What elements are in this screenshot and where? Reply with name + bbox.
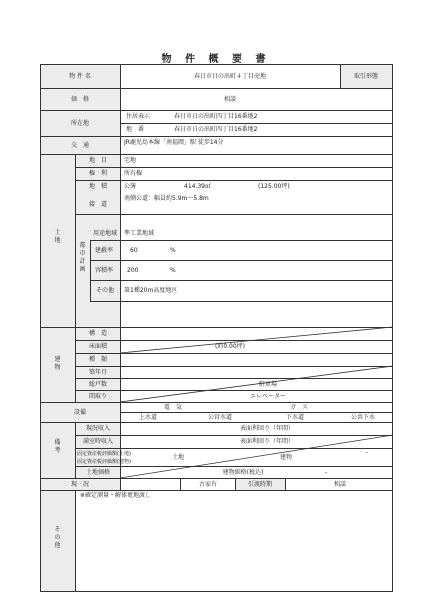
coverage-label: 建蔽率 [95, 247, 114, 254]
water-label: 上水道 [138, 414, 158, 421]
tax-dash: - [366, 449, 369, 456]
zoning-label: 用途地域 [93, 230, 118, 237]
floor-area-label: 床面積 [88, 343, 108, 350]
building-price-value: - [325, 469, 328, 476]
handover-value: 相談 [333, 481, 347, 488]
address-value: 春日市日の出町四丁目16番地2 [174, 113, 258, 120]
far-label: 容積率 [95, 267, 114, 274]
lot-value: 春日市日の出町四丁目16番地2 [174, 126, 258, 133]
other-regulation-label: その他 [96, 287, 115, 294]
current-income-label: 現況収入 [85, 425, 111, 432]
land-section-label: 土地 [54, 229, 61, 244]
elevator-label: エレベーター [249, 393, 287, 400]
structure-label: 構 造 [88, 330, 108, 337]
land-price-value: - [156, 469, 159, 476]
building-section-label: 建物 [54, 356, 61, 371]
transport-value: JR鹿児島本線「南福岡」駅 徒歩14分 [124, 139, 224, 146]
coverage-unit: % [170, 247, 176, 254]
price-value: 相談 [223, 96, 237, 103]
electric-label: 電 気 [163, 404, 183, 411]
road-label: 接 道 [88, 201, 108, 208]
zoning-value: 準工業地域 [124, 230, 155, 237]
far-unit: % [170, 267, 176, 274]
property-summary-table [40, 64, 393, 592]
city-planning-label: 都市計画 [79, 242, 86, 273]
transaction-mode-label: 取引形態 [353, 73, 379, 80]
land-area-tsubo: (125.00坪) [258, 183, 290, 190]
land-category-value: 宅地 [124, 157, 137, 164]
land-category-label: 地 目 [88, 157, 108, 164]
status-label: 現 況 [70, 481, 90, 488]
parking-label: 駐車場 [258, 381, 278, 388]
address-label: 住居表示 [126, 113, 151, 120]
building-type-label: 種 類 [88, 356, 108, 363]
water-type: 公営水道 [207, 414, 233, 421]
price-label: 価 格 [70, 96, 90, 103]
location-label: 所在地 [70, 120, 90, 127]
total-units-label: 総戸数 [88, 381, 108, 388]
full-yield-label: 表面利回り（年間） [240, 438, 295, 445]
built-date-label: 築年月 [88, 369, 108, 376]
land-area-m2: 414.39㎡ [184, 183, 211, 190]
gas-label: ガ ス [289, 404, 309, 411]
sewer-label: 下水道 [285, 414, 305, 421]
other-note: ※確定測量・解体更地渡し [80, 492, 152, 499]
sewer-type: 公共下水 [350, 414, 376, 421]
tax-land-value-label: 土地 [172, 454, 185, 461]
room-layout-label: 間取り [88, 393, 108, 400]
building-price-label: 建物価格(税込) [222, 469, 264, 476]
remarks-section-label: 備考 [54, 439, 61, 454]
document-title: 物 件 概 要 書 [161, 54, 271, 65]
land-price-label: 土地価格 [85, 469, 111, 476]
road-value: 南側公道：幅員約5.9m～5.8m [124, 195, 209, 202]
land-rights-value: 所有権 [124, 170, 143, 177]
transport-label: 交 通 [70, 142, 90, 149]
land-area-label: 地 積 [88, 183, 108, 190]
facilities-label: 設備 [73, 409, 87, 416]
tax-building-value-label: 建物 [280, 454, 293, 461]
far-value: 200 [127, 267, 139, 274]
current-yield-label: 表面利回り（年間） [240, 425, 295, 432]
property-name-label: 物 件 名 [69, 73, 91, 80]
status-value: 古家有 [198, 481, 218, 488]
land-area-type: 公簿 [124, 183, 137, 190]
other-regulation-value: 第1種20m高度地区 [124, 287, 178, 294]
coverage-value: 60 [130, 247, 138, 254]
lot-label: 地 番 [126, 126, 145, 133]
handover-label: 引渡時期 [247, 481, 273, 488]
other-section-label: その他 [54, 526, 61, 549]
tax-building-label: 固定資産税評価額(建物) [77, 459, 131, 465]
tax-land-label: 固定資産税評価額(土地) [77, 451, 131, 457]
full-income-label: 満室時収入 [82, 438, 114, 445]
property-name: 春日市日の出町４丁目売地 [193, 73, 267, 80]
floor-area-value: (約0.00坪) [214, 343, 246, 350]
land-rights-label: 権 利 [88, 170, 108, 177]
